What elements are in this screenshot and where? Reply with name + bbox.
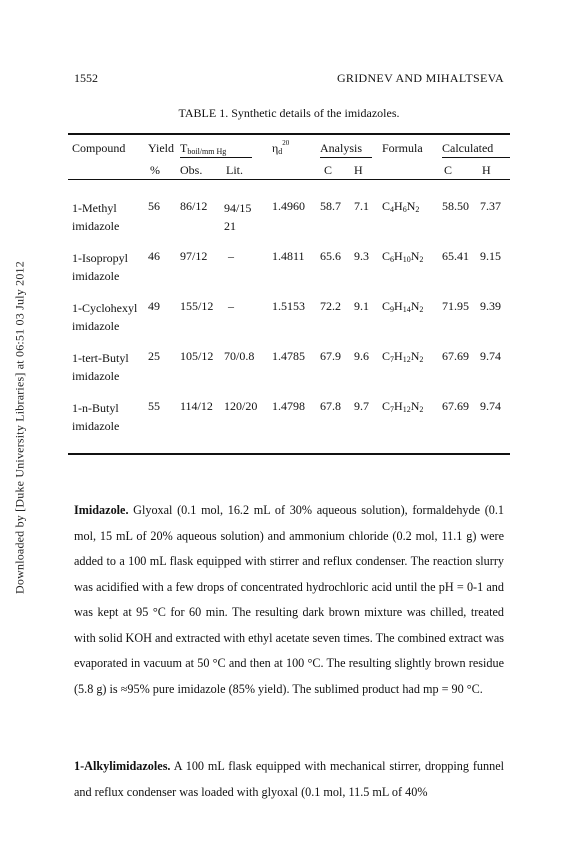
c-value: 67.8 — [320, 399, 341, 413]
tboil-underline — [180, 157, 252, 158]
compound-name: 1-Isopropyl imidazole — [72, 251, 128, 283]
lit-value: 70/0.8 — [224, 349, 255, 363]
eta-value: 1.4785 — [272, 349, 305, 363]
table-bottom-rule — [68, 453, 510, 455]
calc-h-value: 9.74 — [480, 349, 501, 363]
calc-c-value: 67.69 — [442, 349, 469, 363]
col-analysis: Analysis — [320, 141, 362, 155]
c-value: 65.6 — [320, 249, 341, 263]
yield-value: 49 — [148, 299, 160, 313]
calc-h-value: 7.37 — [480, 199, 501, 213]
calc-c-value: 65.41 — [442, 249, 469, 263]
col-compound: Compound — [72, 141, 126, 155]
calculated-underline — [442, 157, 510, 158]
alkylimidazoles-paragraph — [74, 754, 504, 805]
c-value: 58.7 — [320, 199, 341, 213]
header-bottom-rule — [68, 179, 510, 180]
eta-value: 1.4811 — [272, 249, 305, 263]
col-obs: Obs. — [180, 163, 203, 177]
imidazole-heading: Imidazole. — [74, 503, 129, 517]
compound-name: 1-n-Butyl imidazole — [72, 401, 120, 433]
lit-value: 94/15 21 — [224, 201, 252, 233]
compound-name: 1-Cyclohexyl imidazole — [72, 301, 138, 333]
col-formula: Formula — [382, 141, 423, 155]
obs-value: 97/12 — [180, 249, 208, 263]
h-value: 9.6 — [354, 349, 369, 363]
h-value: 9.1 — [354, 299, 369, 313]
eta-value: 1.4960 — [272, 199, 305, 213]
h-value: 9.3 — [354, 249, 369, 263]
col-calc-c: C — [444, 163, 453, 177]
yield-value: 46 — [148, 249, 160, 263]
alkylimidazoles-heading: 1-Alkylimidazoles. — [74, 759, 171, 773]
download-note: Downloaded by [Duke University Libraries] at 06:51 03 July 2012 — [12, 261, 27, 594]
formula-value: $C_6H_{10}N_2$ — [382, 249, 424, 264]
lit-value: 120/20 — [224, 399, 258, 413]
c-value: 67.9 — [320, 349, 341, 363]
download-watermark — [0, 230, 27, 630]
analysis-underline — [320, 157, 372, 158]
col-calc-h: H — [482, 163, 491, 177]
obs-value: 114/12 — [180, 399, 213, 413]
imidazole-paragraph — [74, 498, 504, 702]
yield-value: 55 — [148, 399, 160, 413]
formula-value: $C_9H_{14}N_2$ — [382, 299, 424, 314]
col-tboil: $T_{boil/mm Hg}$ — [180, 141, 227, 156]
lit-value: – — [228, 249, 234, 263]
eta-value: 1.4798 — [272, 399, 305, 413]
obs-value: 155/12 — [180, 299, 214, 313]
calc-c-value: 71.95 — [442, 299, 469, 313]
running-authors: GRIDNEV AND MIHALTSEVA — [336, 71, 504, 85]
obs-value: 86/12 — [180, 199, 208, 213]
col-yield-unit: % — [150, 163, 160, 177]
yield-value: 25 — [148, 349, 160, 363]
obs-value: 105/12 — [180, 349, 214, 363]
col-lit: Lit. — [226, 163, 243, 177]
c-value: 72.2 — [320, 299, 341, 313]
table-top-rule — [68, 133, 510, 135]
formula-value: $C_4H_6N_2$ — [382, 199, 420, 214]
calc-c-value: 67.69 — [442, 399, 469, 413]
compound-name: 1-tert-Butyl imidazole — [72, 351, 129, 383]
formula-value: $C_7H_{12}N_2$ — [382, 349, 424, 364]
calc-h-value: 9.39 — [480, 299, 501, 313]
col-yield: Yield — [148, 141, 174, 155]
col-calculated: Calculated — [442, 141, 494, 155]
lit-value: – — [228, 299, 234, 313]
col-refractive-index: $\eta_d^{20}$ — [272, 139, 290, 156]
page-number: 1552 — [74, 71, 98, 85]
yield-value: 56 — [148, 199, 160, 213]
compound-name: 1-Methyl imidazole — [72, 201, 120, 233]
calc-h-value: 9.74 — [480, 399, 501, 413]
calc-h-value: 9.15 — [480, 249, 501, 263]
eta-value: 1.5153 — [272, 299, 305, 313]
formula-value: $C_7H_{12}N_2$ — [382, 399, 424, 414]
h-value: 7.1 — [354, 199, 369, 213]
h-value: 9.7 — [354, 399, 369, 413]
table-caption: TABLE 1. Synthetic details of the imidazoles. — [178, 106, 400, 120]
col-h: H — [354, 163, 363, 177]
calc-c-value: 58.50 — [442, 199, 469, 213]
alkylimidazoles-text: A 100 mL flask equipped with mechanical stirrer, dropping funnel and reflux condenser was loaded with glyoxal (0.1 mol, 11.5 mL of 40% — [74, 759, 505, 799]
imidazole-text: Glyoxal (0.1 mol, 16.2 mL of 30% aqueous solution), formaldehyde (0.1 mol, 15 mL of 20% aqueous solution) and ammonium chloride (0.2 mol, 11.1 g) were added to a 100 mL flask equipped with stirrer and reflux condenser. The reaction slurry was acidified with a few drops of concentrated hydrochloric acid until the pH = 0-1 and was kept at 95 °C for 60 min. The resulting dark brown mixture was chilled, treated with solid KOH and extracted with ethyl acetate seven times. The combined extract was evaporated in vacuum at 50 °C and then at 100 °C. The resulting slightly brown residue (5.8 g) is ≈95% pure imidazole (85% yield). The sublimed product had mp = 90 °C. — [74, 503, 504, 696]
col-c: C — [324, 163, 333, 177]
